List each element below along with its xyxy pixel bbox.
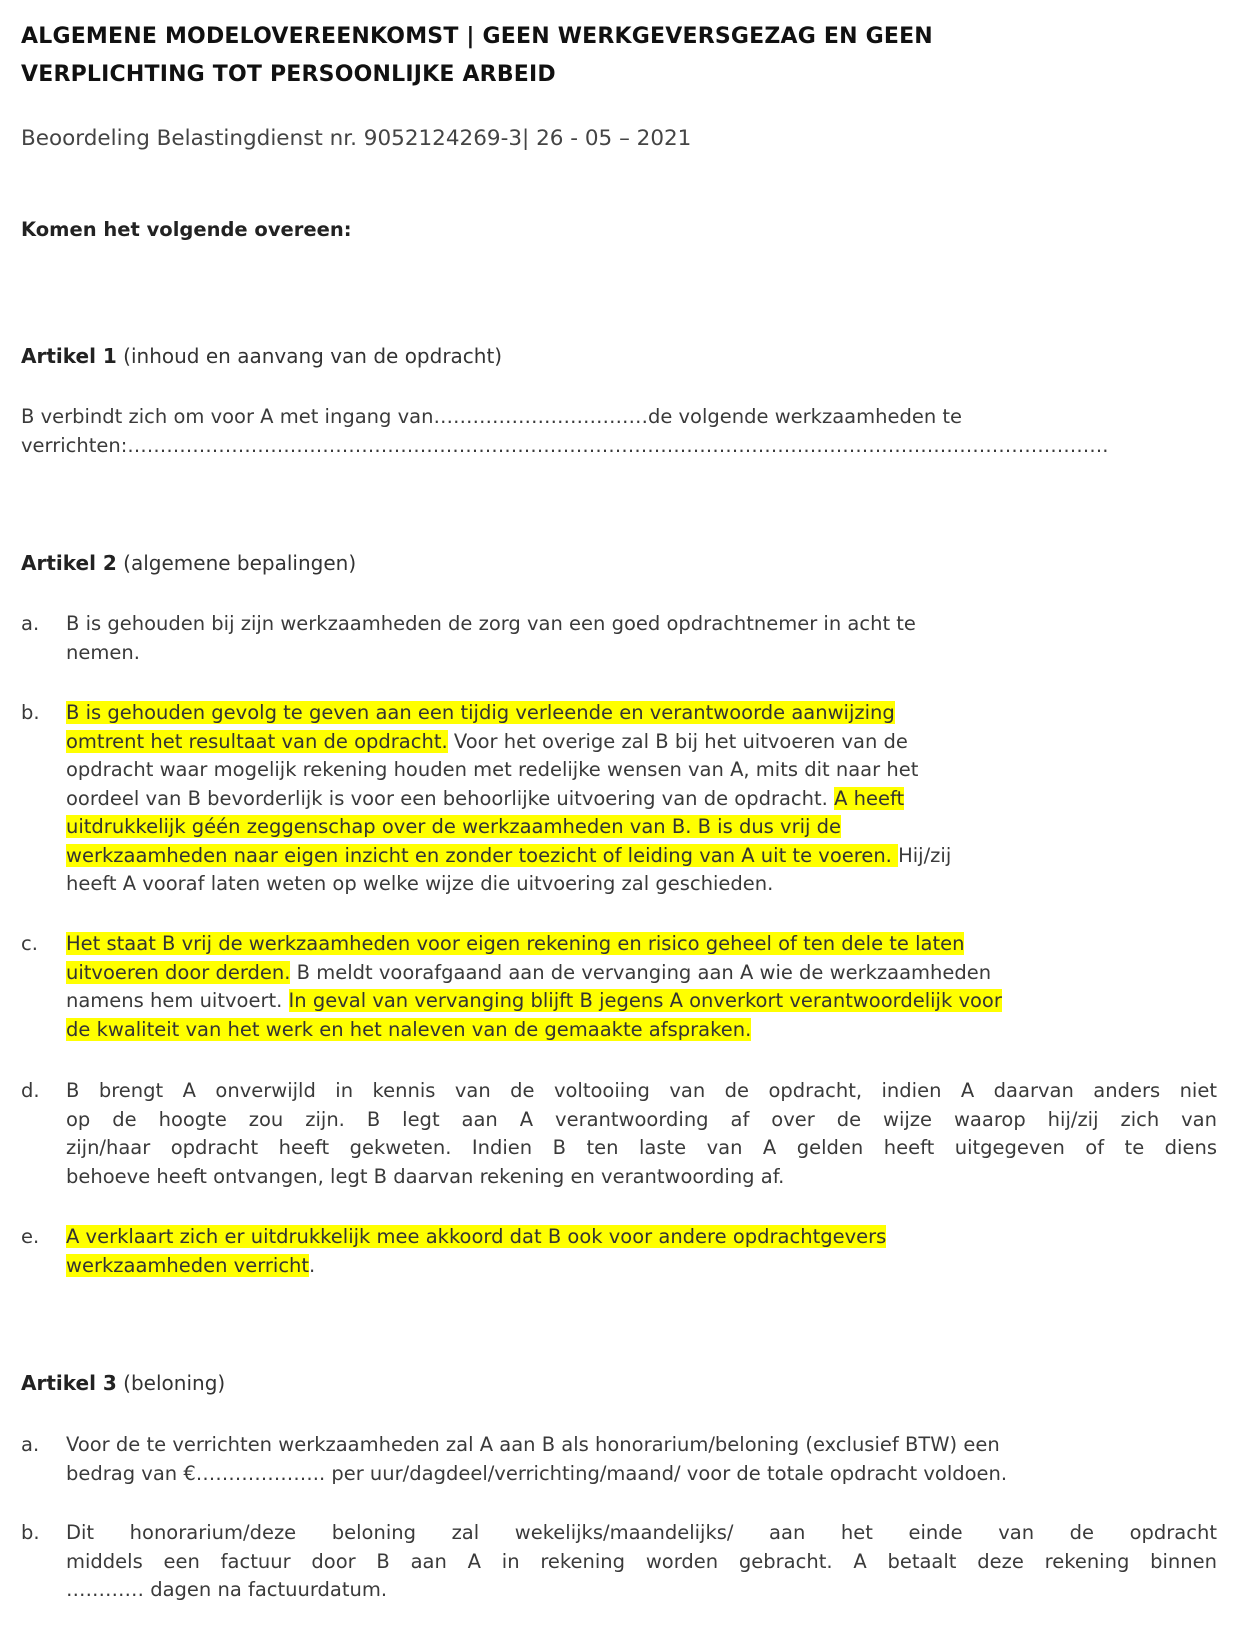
text-segment: zijn/haar opdracht heeft gekweten. Indien B ten laste van A gelden heeft uitgegeven of te diens (66, 1136, 1217, 1159)
text-line (66, 870, 1217, 899)
text-line (66, 930, 1217, 959)
paragraph-body (66, 1223, 1217, 1280)
paragraph-body (66, 930, 1217, 1044)
article-3-item-b (21, 1519, 1217, 1605)
list-marker: e. (21, 1225, 40, 1248)
highlighted-text: In geval van vervanging blijft B jegens A onverkort verantwoordelijk voor (288, 989, 1002, 1012)
text-line (66, 639, 1217, 668)
text-line (66, 1576, 1217, 1605)
article-3-item-a (21, 1431, 1217, 1488)
text-line (66, 1223, 1217, 1252)
list-marker: b. (21, 701, 40, 724)
article-caption: (beloning) (116, 1371, 226, 1395)
highlighted-text: uitdrukkelijk géén zeggenschap over de werkzaamheden van B. B is dus vrij de (66, 815, 842, 838)
title-line-2: VERPLICHTING TOT PERSOONLIJKE ARBEID (21, 62, 556, 87)
paragraph-body (21, 403, 1217, 460)
list-marker: c. (21, 932, 38, 955)
article-2-item-b (21, 699, 1217, 899)
article-label: Artikel 1 (21, 344, 117, 368)
text-line (66, 1163, 1217, 1192)
text-line (66, 1016, 1217, 1045)
list-marker: a. (21, 612, 40, 635)
text-segment: opdracht waar mogelijk rekening houden met redelijke wensen van A, mits dit naar het (66, 758, 919, 781)
article-2-item-e (21, 1223, 1217, 1280)
article-label: Artikel 3 (21, 1371, 117, 1395)
highlighted-text: werkzaamheden verricht (66, 1253, 310, 1277)
highlighted-text: omtrent het resultaat van de opdracht. (66, 729, 448, 753)
text-segment: B meldt voorafgaand aan de vervanging aan A wie de werkzaamheden (290, 960, 992, 984)
text-line (66, 987, 1217, 1016)
text-line (66, 699, 1217, 728)
text-line (66, 1460, 1217, 1489)
text-segment: B is gehouden bij zijn werkzaamheden de zorg van een goed opdrachtnemer in acht te (66, 612, 916, 635)
article-3-heading (21, 1371, 225, 1395)
assessment-reference: Beoordeling Belastingdienst nr. 9052124269-3| 26 - 05 – 2021 (21, 126, 692, 151)
text-line (66, 1134, 1217, 1163)
text-line (66, 842, 1217, 871)
text-segment: op de hoogte zou zijn. B legt aan A verantwoording af over de wijze waarop hij/zij zich van (66, 1107, 1217, 1131)
text-segment: Voor het overige zal B bij het uitvoeren van de (447, 729, 908, 753)
paragraph-body (66, 1077, 1217, 1191)
text-segment: namens hem uitvoert. (66, 989, 289, 1012)
list-marker: b. (21, 1521, 40, 1544)
paragraph-body (66, 1519, 1217, 1605)
text-segment: nemen. (66, 640, 140, 664)
text-line (66, 959, 1217, 988)
text-segment: heeft A vooraf laten weten op welke wijze die uitvoering zal geschieden. (66, 872, 774, 895)
highlighted-text: Het staat B vrij de werkzaamheden voor eigen rekening en risico geheel of ten dele te laten (66, 932, 965, 955)
text-line (66, 785, 1217, 814)
article-2-item-d (21, 1077, 1217, 1191)
article-caption: (algemene bepalingen) (116, 551, 357, 575)
text-segment: bedrag van €……………….. per uur/dagdeel/verrichting/maand/ voor de totale opdracht voldoen. (66, 1461, 1008, 1485)
text-line (66, 610, 1217, 639)
text-line (66, 1431, 1217, 1460)
highlighted-text: de kwaliteit van het werk en het naleven van de gemaakte afspraken. (66, 1017, 752, 1041)
article-2-item-c (21, 930, 1217, 1044)
paragraph-body (66, 1431, 1217, 1488)
text-line (21, 403, 1217, 432)
document-title (21, 18, 933, 94)
article-2-item-a (21, 610, 1217, 667)
list-marker: a. (21, 1433, 40, 1456)
article-caption: (inhoud en aanvang van de opdracht) (116, 344, 503, 368)
text-segment: B verbindt zich om voor A met ingang van……………………………de volgende werkzaamheden te (21, 405, 963, 428)
article-1-heading (21, 344, 502, 368)
intro-heading: Komen het volgende overeen: (21, 218, 352, 241)
text-line (66, 1548, 1217, 1577)
text-segment: Voor de te verrichten werkzaamheden zal A aan B als honorarium/beloning (exclusief BTW) een (66, 1433, 1000, 1456)
text-segment: behoeve heeft ontvangen, legt B daarvan rekening en verantwoording af. (66, 1164, 785, 1188)
text-segment: verrichten:……………………………………………………………………………………………………………………………………. (21, 433, 1109, 457)
text-line (66, 728, 1217, 757)
text-segment: . (309, 1253, 316, 1277)
text-line (66, 1252, 1217, 1281)
text-line (66, 1106, 1217, 1135)
highlighted-text: werkzaamheden naar eigen inzicht en zonder toezicht of leiding van A uit te voeren. (66, 843, 899, 867)
title-line-1: ALGEMENE MODELOVEREENKOMST | GEEN WERKGEVERSGEZAG EN GEEN (21, 24, 933, 49)
text-segment: Hij/zij (898, 843, 952, 867)
text-line (21, 432, 1217, 461)
highlighted-text: B is gehouden gevolg te geven aan een tijdig verleende en verantwoorde aanwijzing (66, 701, 895, 724)
highlighted-text: A heeft (834, 786, 905, 810)
highlighted-text: A verklaart zich er uitdrukkelijk mee akkoord dat B ook voor andere opdrachtgevers (66, 1225, 887, 1248)
text-segment: Dit honorarium/deze beloning zal wekelijks/maandelijks/ aan het einde van de opdracht (66, 1521, 1217, 1544)
paragraph-body (66, 699, 1217, 899)
text-segment: middels een factuur door B aan A in rekening worden gebracht. A betaalt deze rekening binnen (66, 1549, 1217, 1573)
list-marker: d. (21, 1079, 40, 1102)
article-label: Artikel 2 (21, 551, 117, 575)
highlighted-text: uitvoeren door derden. (66, 960, 291, 984)
article-1-text (21, 403, 1217, 460)
paragraph-body (66, 610, 1217, 667)
text-line (66, 1519, 1217, 1548)
text-line (66, 813, 1217, 842)
article-2-heading (21, 551, 356, 575)
text-line (66, 756, 1217, 785)
text-segment: B brengt A onverwijld in kennis van de voltooiing van de opdracht, indien A daarvan anders niet (66, 1079, 1217, 1102)
text-line (66, 1077, 1217, 1106)
text-segment: oordeel van B bevorderlijk is voor een behoorlijke uitvoering van de opdracht. (66, 786, 835, 810)
text-segment: ………… dagen na factuurdatum. (66, 1578, 388, 1601)
